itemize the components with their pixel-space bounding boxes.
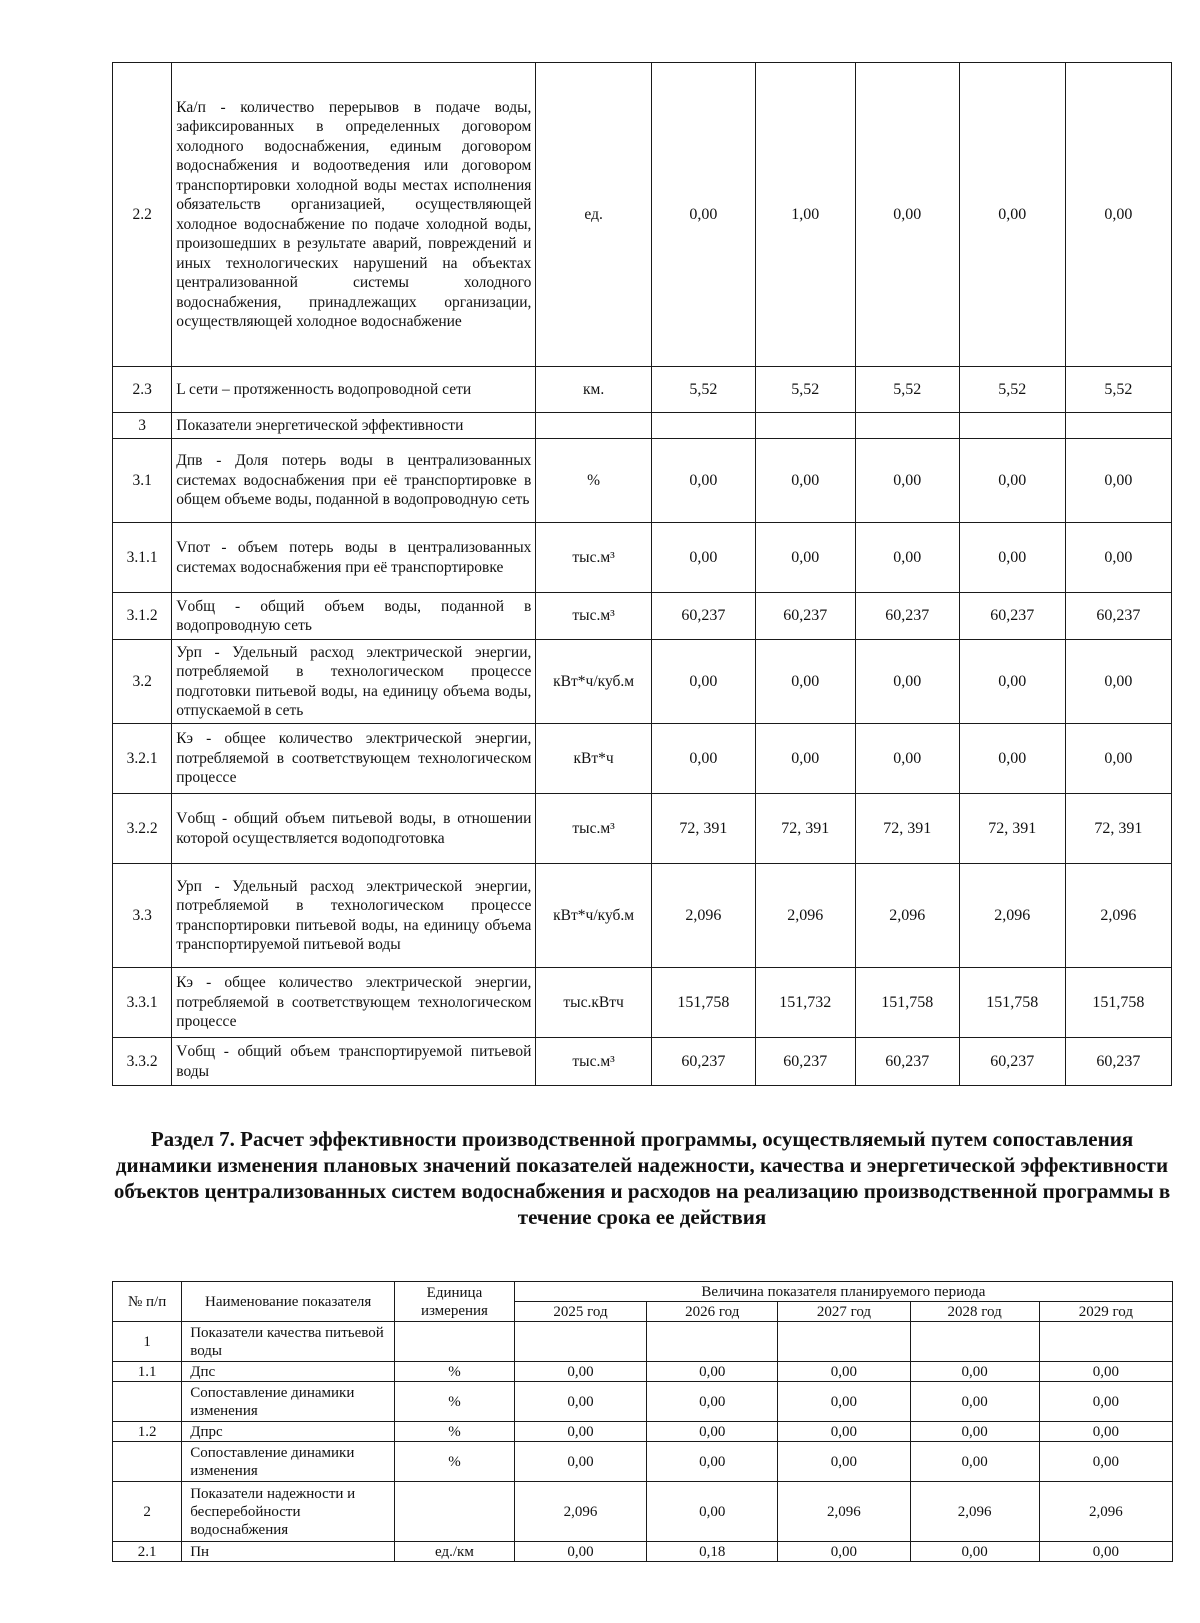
value-cell: 0,00 — [778, 1422, 910, 1442]
indicator-description: Урп - Удельный расход электрической энергии, потребляемой в технологическом процессе подготовки питьевой воды, на единицу объема воды, отпускаемой в сеть — [172, 640, 536, 724]
value-cell: 0,00 — [651, 724, 755, 794]
row-number: 3.3.1 — [113, 968, 172, 1038]
value-cell: 0,00 — [855, 439, 959, 523]
indicator-description: Дпв - Доля потерь воды в централизованных системах водоснабжения при её транспортировке в общем объеме воды, поданной в водопроводную сеть — [172, 439, 536, 523]
row-number: 2.1 — [113, 1542, 182, 1562]
value-cell: 0,00 — [651, 523, 755, 593]
value-cell: 2,096 — [855, 864, 959, 968]
value-cell: 60,237 — [755, 1038, 855, 1086]
table-row — [113, 1422, 1173, 1442]
value-cell: 60,237 — [755, 593, 855, 640]
value-cell — [1065, 413, 1171, 439]
header-name: Наименование показателя — [182, 1282, 395, 1322]
value-cell: 0,00 — [1039, 1542, 1172, 1562]
table-row — [113, 1442, 1173, 1482]
value-cell: 0,00 — [778, 1542, 910, 1562]
value-cell: 2,096 — [778, 1482, 910, 1542]
value-cell: 5,52 — [959, 367, 1065, 413]
value-cell — [514, 1322, 646, 1362]
unit-cell — [536, 413, 651, 439]
value-cell — [755, 413, 855, 439]
value-cell: 0,00 — [651, 439, 755, 523]
value-cell: 0,00 — [855, 63, 959, 367]
value-cell: 0,18 — [647, 1542, 778, 1562]
value-cell: 0,00 — [959, 724, 1065, 794]
value-cell: 0,00 — [855, 523, 959, 593]
value-cell: 0,00 — [1065, 439, 1171, 523]
value-cell: 0,00 — [647, 1442, 778, 1482]
value-cell: 60,237 — [1065, 1038, 1171, 1086]
indicator-description: Vпот - объем потерь воды в централизованных системах водоснабжения при её транспортировке — [172, 523, 536, 593]
value-cell: 151,758 — [855, 968, 959, 1038]
value-cell: 0,00 — [514, 1382, 646, 1422]
unit-cell: тыс.м³ — [536, 1038, 651, 1086]
value-cell: 0,00 — [647, 1362, 778, 1382]
value-cell: 0,00 — [651, 63, 755, 367]
value-cell: 0,00 — [755, 640, 855, 724]
table-row — [113, 413, 1172, 439]
row-number — [113, 1442, 182, 1482]
row-number: 2 — [113, 1482, 182, 1542]
value-cell: 2,096 — [910, 1482, 1039, 1542]
value-cell: 5,52 — [755, 367, 855, 413]
value-cell: 60,237 — [651, 593, 755, 640]
table-row — [113, 1542, 1173, 1562]
unit-cell: кВт*ч/куб.м — [536, 640, 651, 724]
indicator-name: Сопоставление динамики изменения — [182, 1442, 395, 1482]
value-cell: 0,00 — [855, 640, 959, 724]
indicator-description: Кэ - общее количество электрической энергии, потребляемой в соответствующем технологическом процессе — [172, 968, 536, 1038]
row-number: 3.1 — [113, 439, 172, 523]
unit-cell: тыс.м³ — [536, 523, 651, 593]
value-cell: 151,758 — [651, 968, 755, 1038]
value-cell: 0,00 — [855, 724, 959, 794]
value-cell: 0,00 — [910, 1542, 1039, 1562]
table-row — [113, 593, 1172, 640]
value-cell: 2,096 — [755, 864, 855, 968]
value-cell — [1039, 1322, 1172, 1362]
value-cell: 60,237 — [855, 1038, 959, 1086]
row-number: 3.2 — [113, 640, 172, 724]
indicator-name: Показатели качества питьевой воды — [182, 1322, 395, 1362]
value-cell: 0,00 — [910, 1422, 1039, 1442]
value-cell: 2,096 — [1039, 1482, 1172, 1542]
row-number: 1 — [113, 1322, 182, 1362]
header-year: 2026 год — [647, 1302, 778, 1322]
row-number: 1.1 — [113, 1362, 182, 1382]
unit-cell — [395, 1482, 515, 1542]
table-row — [113, 1482, 1173, 1542]
value-cell: 5,52 — [855, 367, 959, 413]
value-cell — [855, 413, 959, 439]
table-row — [113, 367, 1172, 413]
value-cell: 0,00 — [651, 640, 755, 724]
indicator-name: Сопоставление динамики изменения — [182, 1382, 395, 1422]
indicator-name: Пн — [182, 1542, 395, 1562]
unit-cell: кВт*ч — [536, 724, 651, 794]
value-cell: 5,52 — [1065, 367, 1171, 413]
header-unit: Единица измерения — [395, 1282, 515, 1322]
row-number: 3.3.2 — [113, 1038, 172, 1086]
indicator-name: Дпс — [182, 1362, 395, 1382]
value-cell: 2,096 — [959, 864, 1065, 968]
value-cell — [647, 1322, 778, 1362]
value-cell: 60,237 — [1065, 593, 1171, 640]
value-cell: 72, 391 — [651, 794, 755, 864]
header-period-group: Величина показателя планируемого периода — [514, 1282, 1172, 1302]
row-number: 1.2 — [113, 1422, 182, 1442]
table-row — [113, 1322, 1173, 1362]
header-year: 2027 год — [778, 1302, 910, 1322]
indicator-description: Vобщ - общий объем питьевой воды, в отношении которой осуществляется водоподготовка — [172, 794, 536, 864]
value-cell: 72, 391 — [959, 794, 1065, 864]
indicator-name: Дпрс — [182, 1422, 395, 1442]
value-cell: 2,096 — [1065, 864, 1171, 968]
value-cell — [778, 1322, 910, 1362]
section-heading: Раздел 7. Расчет эффективности производственной программы, осуществляемый путем сопоставления динамики изменения плановых значений показателей надежности, качества и энергетической эффективности объектов централизованных систем водоснабжения и расходов на реализацию производственной программы в течение срока ее действия — [113, 1127, 1171, 1229]
unit-cell: кВт*ч/куб.м — [536, 864, 651, 968]
value-cell: 151,758 — [959, 968, 1065, 1038]
unit-cell — [395, 1322, 515, 1362]
indicator-description: L сети – протяженность водопроводной сети — [172, 367, 536, 413]
header-year: 2025 год — [514, 1302, 646, 1322]
value-cell: 0,00 — [1065, 640, 1171, 724]
row-number: 3.1.1 — [113, 523, 172, 593]
value-cell: 0,00 — [647, 1422, 778, 1442]
row-number: 3.3 — [113, 864, 172, 968]
value-cell: 0,00 — [959, 523, 1065, 593]
value-cell: 0,00 — [647, 1382, 778, 1422]
unit-cell: % — [395, 1362, 515, 1382]
value-cell: 0,00 — [910, 1442, 1039, 1482]
row-number: 3.2.1 — [113, 724, 172, 794]
table-row — [113, 864, 1172, 968]
row-number: 2.2 — [113, 63, 172, 367]
value-cell — [651, 413, 755, 439]
table-row — [113, 1362, 1173, 1382]
table-row — [113, 523, 1172, 593]
table-row — [113, 640, 1172, 724]
table-row — [113, 1382, 1173, 1422]
value-cell: 1,00 — [755, 63, 855, 367]
header-row — [113, 1282, 1173, 1302]
value-cell: 0,00 — [1039, 1382, 1172, 1422]
value-cell: 0,00 — [959, 640, 1065, 724]
value-cell: 72, 391 — [855, 794, 959, 864]
value-cell: 0,00 — [514, 1542, 646, 1562]
value-cell: 72, 391 — [1065, 794, 1171, 864]
value-cell: 0,00 — [647, 1482, 778, 1542]
indicators-table — [112, 62, 1172, 1086]
indicator-description: Показатели энергетической эффективности — [172, 413, 536, 439]
value-cell: 0,00 — [778, 1382, 910, 1422]
value-cell: 0,00 — [959, 439, 1065, 523]
table-row — [113, 63, 1172, 367]
row-number — [113, 1382, 182, 1422]
unit-cell: ед./км — [395, 1542, 515, 1562]
header-num: № п/п — [113, 1282, 182, 1322]
efficiency-table — [112, 1281, 1173, 1562]
unit-cell: тыс.м³ — [536, 593, 651, 640]
value-cell: 2,096 — [651, 864, 755, 968]
table-row — [113, 968, 1172, 1038]
value-cell: 0,00 — [514, 1442, 646, 1482]
value-cell: 5,52 — [651, 367, 755, 413]
unit-cell: % — [536, 439, 651, 523]
indicator-name: Показатели надежности и бесперебойности водоснабжения — [182, 1482, 395, 1542]
value-cell: 60,237 — [959, 1038, 1065, 1086]
value-cell: 0,00 — [959, 63, 1065, 367]
unit-cell: % — [395, 1422, 515, 1442]
row-number: 3 — [113, 413, 172, 439]
row-number: 3.1.2 — [113, 593, 172, 640]
table-row — [113, 724, 1172, 794]
indicator-description: Ка/п - количество перерывов в подаче воды, зафиксированных в определенных договором холодного водоснабжения, единым договором водоснабжения и водоотведения или договором транспортировки холодной воды местах исполнения обязательств организацией, осуществляющей холодное водоснабжение по подаче холодной воды, произошедших в результате аварий, повреждений и иных технологических нарушений на объектах централизованной системы холодного водоснабжения, принадлежащих организации, осуществляющей холодное водоснабжение — [172, 63, 536, 367]
value-cell: 60,237 — [959, 593, 1065, 640]
value-cell: 0,00 — [778, 1362, 910, 1382]
value-cell: 60,237 — [651, 1038, 755, 1086]
value-cell: 151,732 — [755, 968, 855, 1038]
table-row — [113, 794, 1172, 864]
value-cell — [959, 413, 1065, 439]
value-cell: 0,00 — [1065, 724, 1171, 794]
value-cell: 0,00 — [514, 1422, 646, 1442]
indicator-description: Кэ - общее количество электрической энергии, потребляемой в соответствующем технологическом процессе — [172, 724, 536, 794]
header-year: 2029 год — [1039, 1302, 1172, 1322]
indicator-description: Vобщ - общий объем воды, поданной в водопроводную сеть — [172, 593, 536, 640]
value-cell: 2,096 — [514, 1482, 646, 1542]
value-cell: 0,00 — [755, 724, 855, 794]
unit-cell: % — [395, 1382, 515, 1422]
unit-cell: км. — [536, 367, 651, 413]
value-cell: 0,00 — [1039, 1362, 1172, 1382]
unit-cell: тыс.кВтч — [536, 968, 651, 1038]
value-cell — [910, 1322, 1039, 1362]
value-cell: 0,00 — [1039, 1422, 1172, 1442]
indicator-description: Vобщ - общий объем транспортируемой питьевой воды — [172, 1038, 536, 1086]
value-cell: 0,00 — [1065, 523, 1171, 593]
value-cell: 72, 391 — [755, 794, 855, 864]
header-year: 2028 год — [910, 1302, 1039, 1322]
value-cell: 0,00 — [1065, 63, 1171, 367]
table-row — [113, 1038, 1172, 1086]
value-cell: 0,00 — [755, 523, 855, 593]
value-cell: 0,00 — [910, 1382, 1039, 1422]
unit-cell: тыс.м³ — [536, 794, 651, 864]
value-cell: 151,758 — [1065, 968, 1171, 1038]
value-cell: 60,237 — [855, 593, 959, 640]
unit-cell: % — [395, 1442, 515, 1482]
value-cell: 0,00 — [755, 439, 855, 523]
value-cell: 0,00 — [514, 1362, 646, 1382]
indicator-description: Урп - Удельный расход электрической энергии, потребляемой в технологическом процессе транспортировки питьевой воды, на единицу объема транспортируемой питьевой воды — [172, 864, 536, 968]
row-number: 3.2.2 — [113, 794, 172, 864]
value-cell: 0,00 — [910, 1362, 1039, 1382]
value-cell: 0,00 — [1039, 1442, 1172, 1482]
value-cell: 0,00 — [778, 1442, 910, 1482]
table-row — [113, 439, 1172, 523]
row-number: 2.3 — [113, 367, 172, 413]
unit-cell: ед. — [536, 63, 651, 367]
